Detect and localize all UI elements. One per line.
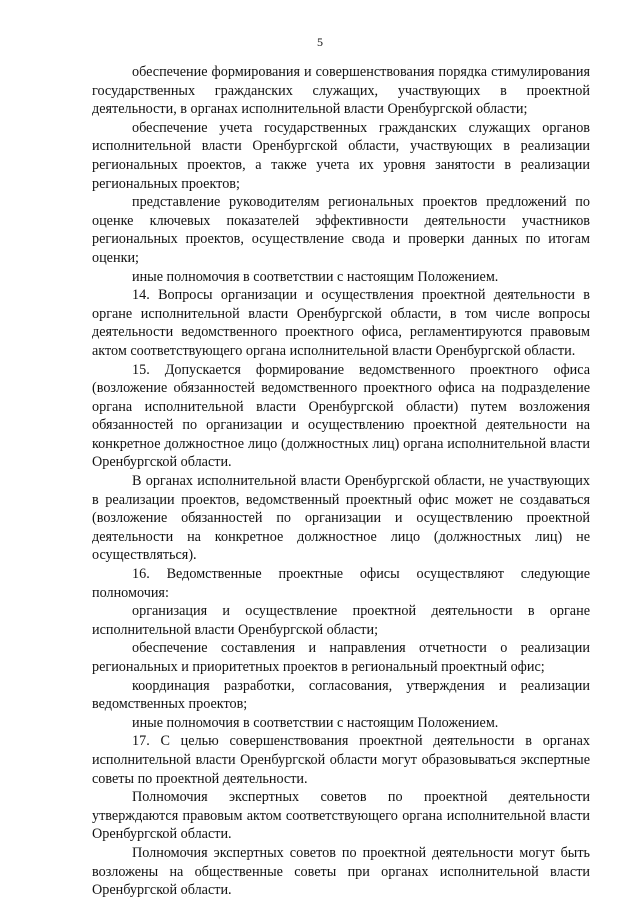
paragraph: обеспечение учета государственных гражданских служащих органов исполнительной власти Оренбургской области, участвующих в реализации региональных проектов, а также учета их уровня занятости в реализации региональных проектов; (92, 119, 590, 192)
paragraph: Полномочия экспертных советов по проектной деятельности могут быть возложены на общественные советы при органах исполнительной власти Оренбургской области. (92, 844, 590, 899)
paragraph: 14. Вопросы организации и осуществления проектной деятельности в органе исполнительной власти Оренбургской области, в том числе вопросы деятельности ведомственного проектного офиса, регламентируются правовым актом соответствующего органа исполнительной власти Оренбургской области. (92, 287, 590, 359)
paragraph: координация разработки, согласования, утверждения и реализации ведомственных проектов; (92, 677, 590, 713)
paragraph: представление руководителям региональных проектов предложений по оценке ключевых показателей эффективности деятельности участников региональных проектов, осуществление свода и проверки данных по итогам оценки; (92, 194, 590, 266)
document-body (92, 63, 590, 900)
paragraph: организация и осуществление проектной деятельности в органе исполнительной власти Оренбургской области; (92, 603, 590, 638)
paragraph: Полномочия экспертных советов по проектной деятельности утверждаются правовым актом соответствующего органа исполнительной власти Оренбургской области. (92, 789, 590, 843)
paragraph: обеспечение составления и направления отчетности о реализации региональных и приоритетных проектов в региональный проектный офис; (92, 640, 590, 675)
paragraph: В органах исполнительной власти Оренбургской области, не участвующих в реализации проектов, ведомственный проектный офис может не создаваться (возложение обязанностей по организации и осуществлению проектной деятельности на конкретное должностное лицо (должностных лиц) не осуществляться). (92, 473, 590, 564)
paragraph: 16. Ведомственные проектные офисы осуществляют следующие полномочия: (92, 566, 590, 601)
paragraph: 15. Допускается формирование ведомственного проектного офиса (возложение обязанностей ведомственного проектного офиса на подразделение органа исполнительной власти Оренбургской области) путем возложения обязанностей по организации и осуществлению проектной деятельности на конкретное должностное лицо (должностных лиц) органа исполнительной власти Оренбургской области. (92, 361, 590, 471)
paragraph: иные полномочия в соответствии с настоящим Положением. (132, 714, 499, 731)
paragraph: 17. С целью совершенствования проектной деятельности в органах исполнительной власти Оренбургской области могут образовываться экспертные советы по проектной деятельности. (92, 733, 590, 787)
paragraph: обеспечение формирования и совершенствования порядка стимулирования государственных гражданских служащих, участвующих в проектной деятельности, в органах исполнительной власти Оренбургской области; (92, 64, 590, 118)
paragraph: иные полномочия в соответствии с настоящим Положением. (132, 268, 499, 285)
page-number: 5 (317, 35, 323, 49)
